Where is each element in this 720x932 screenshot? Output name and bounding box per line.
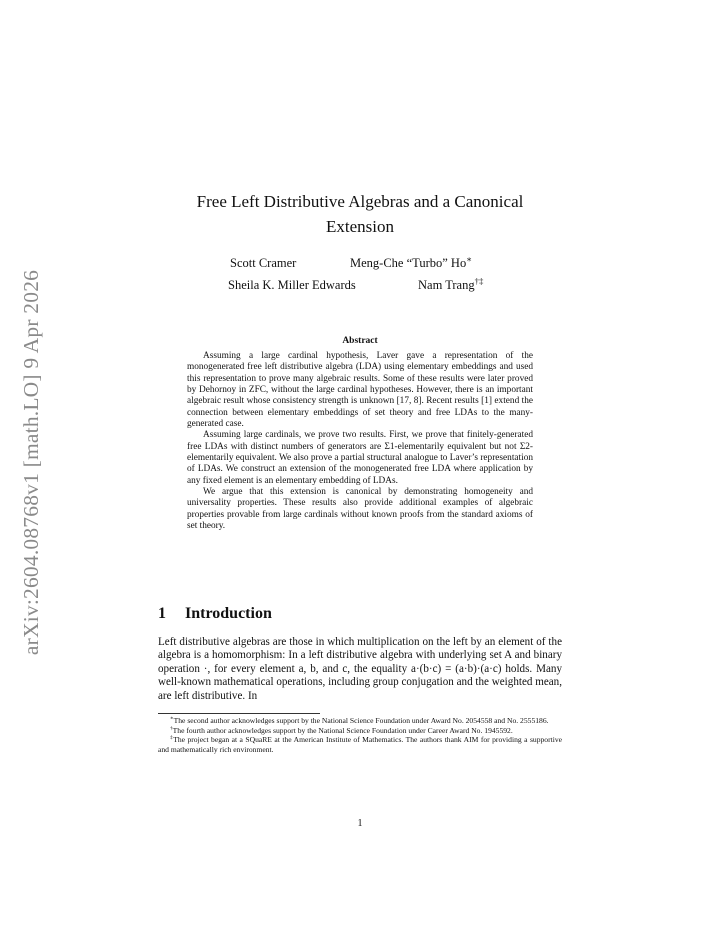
section-number: 1	[158, 605, 166, 622]
footnote-3: ‡The project began at a SQuaRE at the American Institute of Mathematics. The authors thank AIM for providing a supportive and mathematically rich environment.	[158, 734, 562, 754]
abstract-paragraph-3: We argue that this extension is canonical by demonstrating homogeneity and universality properties. These results also provide additional examples of algebraic properties provable from large cardinals without known proofs from the standard axioms of set theory.	[187, 487, 533, 532]
footnote-rule	[158, 713, 320, 714]
title-line-1: Free Left Distributive Algebras and a Canonical	[196, 192, 524, 211]
author-row-1	[160, 253, 560, 278]
abstract-heading: Abstract	[342, 336, 378, 346]
author-row-2	[160, 275, 560, 300]
author-1: Scott Cramer	[230, 256, 297, 270]
footnote-2: †The fourth author acknowledges support by the National Science Foundation under Career Award No. 1945592.	[170, 724, 513, 735]
arxiv-identifier: arXiv:2604.08768v1 [math.LO] 9 Apr 2026	[19, 269, 44, 656]
intro-body	[158, 636, 562, 703]
section-title: Introduction	[185, 605, 272, 622]
footnote-1: ∗The second author acknowledges support by the National Science Foundation under Award No. 2054558 and No. 2555186.	[170, 715, 549, 725]
page-number: 1	[357, 818, 363, 829]
abstract-body	[187, 351, 533, 533]
author-3: Sheila K. Miller Edwards	[228, 278, 356, 292]
paper-title	[150, 189, 570, 239]
abstract-paragraph-1: Assuming a large cardinal hypothesis, Laver gave a representation of the monogenerated free left distributive algebra (LDA) using elementary embeddings and used this representation to prove many algebraic results. Some of these results were later proved by Dehornoy in ZFC, without the large cardinal hypotheses. However, there is an important algebraic result whose consistency strength is unknown [17, 8]. Recent results [1] extend the connection between elementary embeddings of set theory and free LDAs to the many-generated case.	[187, 351, 533, 430]
abstract-paragraph-2: Assuming large cardinals, we prove two results. First, we prove that finitely-generated free LDAs with distinct numbers of generators are Σ1-elementarily equivalent but not Σ2-elementarily equivalent. We also prove a partial structural analogue to Laver’s representation of LDAs. We construct an extension of the monogenerated free LDA where application by any fixed element is an elementary embedding of LDAs.	[187, 430, 533, 486]
footnotes	[158, 716, 562, 754]
author-2: Meng-Che “Turbo” Ho∗	[350, 253, 473, 270]
section-heading	[158, 605, 272, 623]
title-line-2: Extension	[326, 217, 394, 236]
intro-paragraph: Left distributive algebras are those in which multiplication on the left by an element of the algebra is a homomorphism: In a left distributive algebra with underlying set A and binary operation ·, for every element a, b, and c, the equality a·(b·c) = (a·b)·(a·c) holds. Many well-known mathematical operations, including group conjugation and the weighted mean, are left distributive. In	[158, 636, 562, 702]
arxiv-sidebar	[2, 250, 62, 675]
author-4: Nam Trang†‡	[418, 275, 484, 292]
author-list	[160, 253, 560, 300]
